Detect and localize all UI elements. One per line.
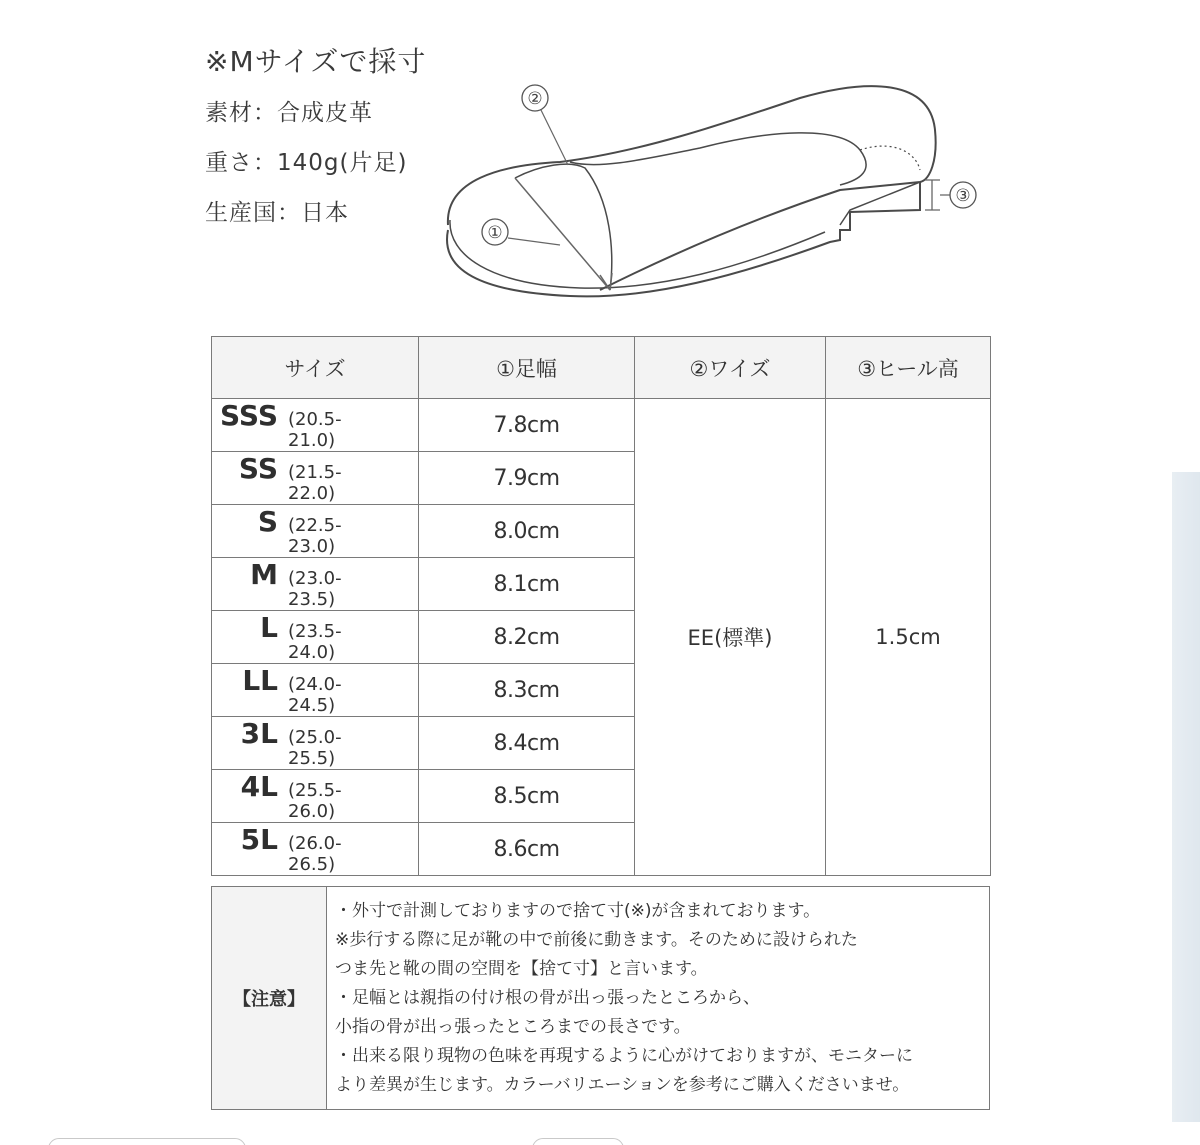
caution-line: ・足幅とは親指の付け根の骨が出っ張ったところから、 — [335, 988, 760, 1008]
size-label: L — [260, 611, 278, 644]
header-heel: ③ヒール高 — [826, 337, 991, 399]
caution-line: ・出来る限り現物の色味を再現するように心がけておりますが、モニターに — [335, 1046, 913, 1066]
size-cell — [212, 558, 419, 611]
size-label: 4L — [240, 770, 278, 803]
caution-body — [327, 887, 990, 1110]
foot-width-value: 8.2cm — [419, 611, 635, 664]
size-cell — [212, 452, 419, 505]
caution-line: ※歩行する際に足が靴の中で前後に動きます。そのために設けられた — [335, 930, 858, 950]
caution-table — [211, 886, 990, 1110]
size-range: (22.5-23.0) — [288, 515, 342, 557]
size-range: (21.5-22.0) — [288, 462, 342, 504]
header-wise: ②ワイズ — [635, 337, 826, 399]
size-cell — [212, 770, 419, 823]
foot-width-value: 8.4cm — [419, 717, 635, 770]
side-panel-edge — [1172, 472, 1200, 1122]
weight-text: 重さ：140g(片足) — [205, 150, 408, 176]
table-row — [212, 399, 991, 452]
size-range: (24.0-24.5) — [288, 674, 342, 716]
bottom-button-left[interactable] — [48, 1138, 246, 1145]
size-cell — [212, 717, 419, 770]
size-range: (25.5-26.0) — [288, 780, 342, 822]
foot-width-value: 7.8cm — [419, 399, 635, 452]
foot-width-value: 8.6cm — [419, 823, 635, 876]
size-label: SS — [238, 452, 278, 485]
caution-line: より差異が生じます。カラーバリエーションを参考にご購入くださいませ。 — [335, 1075, 910, 1095]
size-table-header — [212, 337, 991, 399]
measure-note: ※Mサイズで採寸 — [205, 45, 427, 78]
header-size: サイズ — [212, 337, 419, 399]
size-label: LL — [242, 664, 278, 697]
foot-width-value: 7.9cm — [419, 452, 635, 505]
size-label: S — [257, 505, 278, 538]
header-foot-width: ①足幅 — [419, 337, 635, 399]
size-range: (23.5-24.0) — [288, 621, 342, 663]
size-cell — [212, 399, 419, 452]
shoe-diagram — [420, 70, 1000, 310]
caution-line: ・外寸で計測しておりますので捨て寸(※)が含まれております。 — [335, 901, 821, 921]
wise-value: EE(標準) — [635, 399, 826, 876]
size-range: (20.5-21.0) — [288, 409, 342, 451]
marker-1-label: ① — [487, 223, 503, 243]
bottom-button-center[interactable] — [532, 1138, 624, 1145]
size-cell — [212, 664, 419, 717]
material-text: 素材：合成皮革 — [205, 100, 373, 126]
size-table — [211, 336, 991, 876]
caution-line: つま先と靴の間の空間を【捨て寸】と言います。 — [335, 959, 708, 979]
marker-2-label: ② — [527, 89, 543, 109]
size-cell — [212, 611, 419, 664]
foot-width-value: 8.0cm — [419, 505, 635, 558]
size-label: 5L — [240, 823, 278, 856]
foot-width-value: 8.3cm — [419, 664, 635, 717]
spec-block — [205, 40, 426, 244]
marker-3-label: ③ — [955, 186, 971, 206]
size-label: 3L — [240, 717, 278, 750]
size-range: (23.0-23.5) — [288, 568, 342, 610]
size-range: (25.0-25.5) — [288, 727, 342, 769]
caution-label: 【注意】 — [212, 887, 327, 1110]
size-range: (26.0-26.5) — [288, 833, 342, 875]
foot-width-value: 8.5cm — [419, 770, 635, 823]
size-cell — [212, 505, 419, 558]
size-label: SSS — [220, 399, 278, 432]
size-label: M — [250, 558, 278, 591]
size-cell — [212, 823, 419, 876]
origin-text: 生産国：日本 — [205, 200, 349, 226]
foot-width-value: 8.1cm — [419, 558, 635, 611]
heel-height-value: 1.5cm — [826, 399, 991, 876]
caution-line: 小指の骨が出っ張ったところまでの長さです。 — [335, 1017, 691, 1037]
